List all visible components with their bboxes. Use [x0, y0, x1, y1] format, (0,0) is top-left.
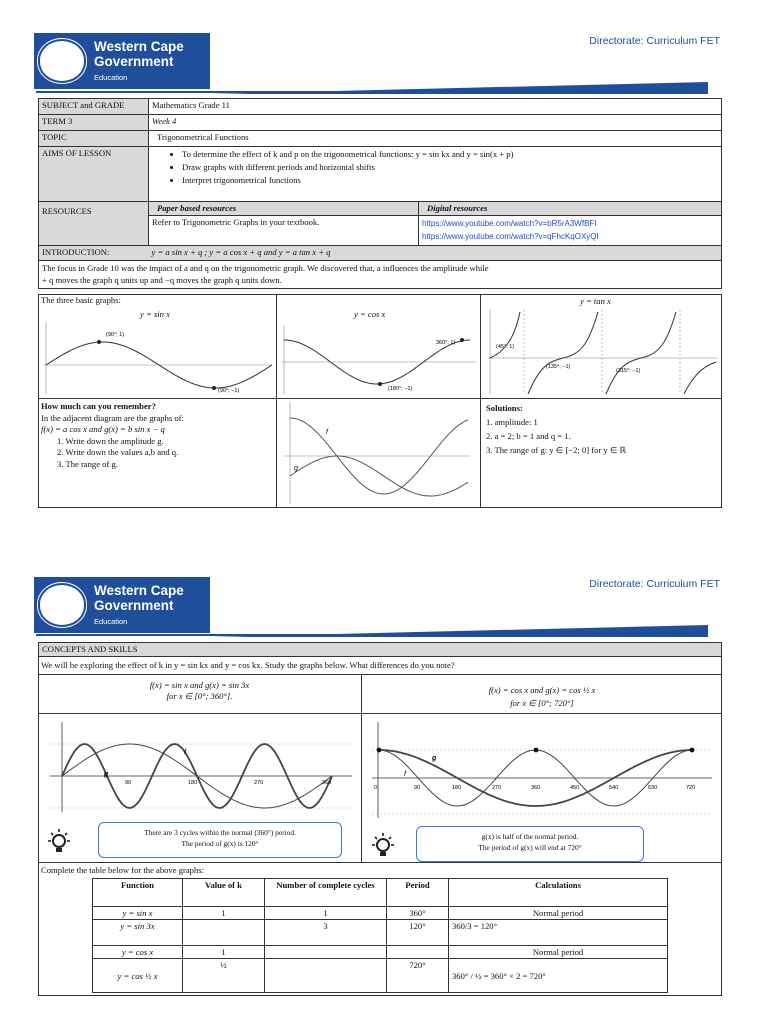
th-period: Period [387, 879, 449, 907]
left-f-label: f [184, 749, 186, 756]
th-cycles: Number of complete cycles [265, 879, 387, 907]
th-calc: Calculations [449, 879, 668, 907]
left-note-1: There are 3 cycles within the normal (360°) period. [144, 828, 296, 837]
intro-text-2: + q moves the graph q units up and −q moves the graph q units down. [42, 275, 282, 285]
left-tick-270: 270 [254, 780, 264, 786]
row3-func: y = cos x [93, 946, 183, 959]
resources-label: RESOURCES [39, 202, 149, 246]
left-tick-180: 180 [188, 780, 198, 786]
right-tick-630: 630 [648, 785, 658, 791]
term-value: Week 4 [149, 115, 722, 131]
three-basic-label: The three basic graphs: [41, 295, 121, 305]
cos-point-max: 360°; 1) [436, 340, 456, 346]
aim-item: • Interpret trigonometrical functions [182, 174, 718, 187]
remember-q3: 3. The range of g. [57, 458, 118, 469]
right-f-label: f [404, 771, 406, 778]
intro-text-1: The focus in Grade 10 was the impact of a and q on the trigonometric graph. We discovered that, a influences the amplitude while [42, 263, 489, 273]
cos-point-min: (180°; −1) [388, 386, 413, 392]
intro-label: INTRODUCTION: [39, 246, 149, 261]
row4-period: 720° [387, 959, 449, 993]
resource-link-1[interactable]: https://www.youtube.com/watch?v=bR5rA3WfBFI [422, 219, 597, 228]
sin-point-min: (90°; −1) [218, 388, 240, 394]
header-rule [36, 91, 596, 93]
row4-cycles [265, 959, 387, 993]
row2-period: 120° [387, 920, 449, 946]
row2-cycles: 3 [265, 920, 387, 946]
left-title-1: f(x) = sin x and g(x) = sin 3x [149, 680, 250, 690]
aims-label: AIMS OF LESSON [39, 147, 149, 202]
right-tick-90: 90 [414, 785, 421, 791]
complete-text: Complete the table below for the above graphs: [41, 865, 204, 875]
row4-k: ½ [183, 959, 265, 993]
header-rule-2 [36, 634, 596, 636]
org-line2: Government [94, 54, 174, 69]
sin-graph [40, 318, 274, 396]
org-line2: Government [94, 598, 174, 613]
subject-value: Mathematics Grade 11 [149, 99, 722, 115]
left-note-2: The period of g(x) is 120° [181, 839, 259, 848]
period-table [92, 878, 668, 993]
th-function: Function [93, 879, 183, 907]
right-tick-540: 540 [609, 785, 619, 791]
row3-cycles [265, 946, 387, 959]
crest-icon [38, 583, 86, 627]
left-g-label: g [104, 771, 109, 778]
lightbulb-icon [370, 832, 396, 862]
row1-k: 1 [183, 907, 265, 920]
directorate: Directorate: Curriculum FET [589, 35, 720, 47]
paper-text: Refer to Trigonometric Graphs in your textbook. [149, 216, 419, 246]
solution-1: 1. amplitude: 1 [486, 417, 538, 427]
org-line1: Western Cape [94, 39, 184, 54]
right-g-label: g [432, 755, 437, 762]
org-sub: Education [94, 617, 128, 626]
resource-link-2[interactable]: https://www.youtube.com/watch?v=qFhcKqOXyQI [422, 232, 599, 241]
row4-func: y = cos ½ x [93, 959, 183, 993]
remember-graph [280, 400, 476, 506]
right-graph [366, 718, 718, 822]
left-note [98, 822, 342, 858]
right-tick-720: 720 [686, 785, 696, 791]
row2-calc: 360/3 = 120° [449, 920, 668, 946]
solution-3: 3. The range of g: y ∈ [−2; 0] for y ∈ ℝ [486, 445, 627, 455]
row4-calc: 360° / ½ = 360° × 2 = 720° [449, 959, 668, 993]
lightbulb-icon [46, 828, 72, 858]
concepts-intro: We will be exploring the effect of k in y = sin kx and y = cos kx. Study the graphs below. What differences do you note? [41, 660, 455, 670]
remember-q1: 1. Write down the amplitude g. [57, 435, 164, 446]
right-tick-360: 360 [531, 785, 541, 791]
paper-heading: Paper based resources [149, 202, 419, 216]
row1-calc: Normal period [449, 907, 668, 920]
tan-graph [484, 306, 720, 396]
remember-intro: In the adjacent diagram are the graphs of: [41, 412, 184, 423]
tan-point-1: (45°; 1) [496, 344, 515, 350]
directorate-2: Directorate: Curriculum FET [589, 578, 720, 590]
solutions-title: Solutions: [486, 403, 523, 413]
row1-period: 360° [387, 907, 449, 920]
remember-q2: 2. Write down the values a,b and q. [57, 447, 179, 457]
sin-title: y = sin x [140, 309, 170, 319]
right-tick-180: 180 [452, 785, 462, 791]
right-tick-450: 450 [570, 785, 580, 791]
row3-period [387, 946, 449, 959]
left-tick-360: 360 [322, 780, 332, 786]
crest-icon [38, 39, 86, 83]
tan-point-2: (135°; −1) [546, 364, 571, 370]
right-title-2: for x ∈ [0°; 720°] [510, 698, 574, 708]
th-k: Value of k [183, 879, 265, 907]
right-note-2: The period of g(x) will end at 720° [478, 843, 582, 852]
solution-2: 2. a = 2; b = 1 and q = 1. [486, 431, 571, 441]
org-line1: Western Cape [94, 583, 184, 598]
tan-point-3: (315°; −1) [616, 368, 641, 374]
right-note-1: g(x) is half of the normal period. [481, 832, 579, 841]
cos-title: y = cos x [354, 309, 386, 319]
row3-calc: Normal period [449, 946, 668, 959]
row3-k: 1 [183, 946, 265, 959]
sin-point-max: (90°; 1) [106, 332, 125, 338]
row2-func: y = sin 3x [93, 920, 183, 946]
tan-title: y = tan x [580, 296, 611, 306]
term-label: TERM 3 [39, 115, 149, 131]
remember-g-label: g [294, 465, 298, 472]
intro-value: y = a sin x + q ; y = a cos x + q and y = a tan x + q [149, 246, 722, 261]
row1-func: y = sin x [93, 907, 183, 920]
lesson-table [38, 98, 722, 289]
subject-label: SUBJECT and GRADE [39, 99, 149, 115]
right-note [416, 826, 644, 862]
left-title-2: for x ∈ [0°; 360°]. [166, 691, 233, 701]
left-graph [42, 718, 358, 814]
wcg-logo [34, 33, 210, 89]
remember-f-label: f [326, 429, 328, 436]
digital-heading: Digital resources [419, 202, 722, 216]
row1-cycles: 1 [265, 907, 387, 920]
wcg-logo-2 [34, 577, 210, 633]
row2-k [183, 920, 265, 946]
remember-title: How much can you remember? [41, 401, 156, 411]
right-tick-270: 270 [492, 785, 502, 791]
concepts-heading: CONCEPTS AND SKILLS [38, 642, 722, 657]
right-title-1: f(x) = cos x and g(x) = cos ½ x [488, 685, 596, 695]
aim-item: • To determine the effect of k and p on the trigonometrical functions: y = sin kx and y = sin(x + p) [182, 148, 718, 161]
cos-graph [278, 322, 478, 396]
graphs-bottom-rule [38, 862, 722, 863]
right-tick-0: 0 [374, 785, 378, 791]
left-tick-90: 90 [125, 780, 132, 786]
org-sub: Education [94, 73, 128, 82]
topic-value: Trigonometrical Functions [149, 131, 722, 147]
topic-label: TOPIC [39, 131, 149, 147]
remember-funcs: f(x) = a cos x and g(x) = b sin x − q [41, 424, 165, 434]
aim-item: • Draw graphs with different periods and horizontal shifts [182, 161, 718, 174]
